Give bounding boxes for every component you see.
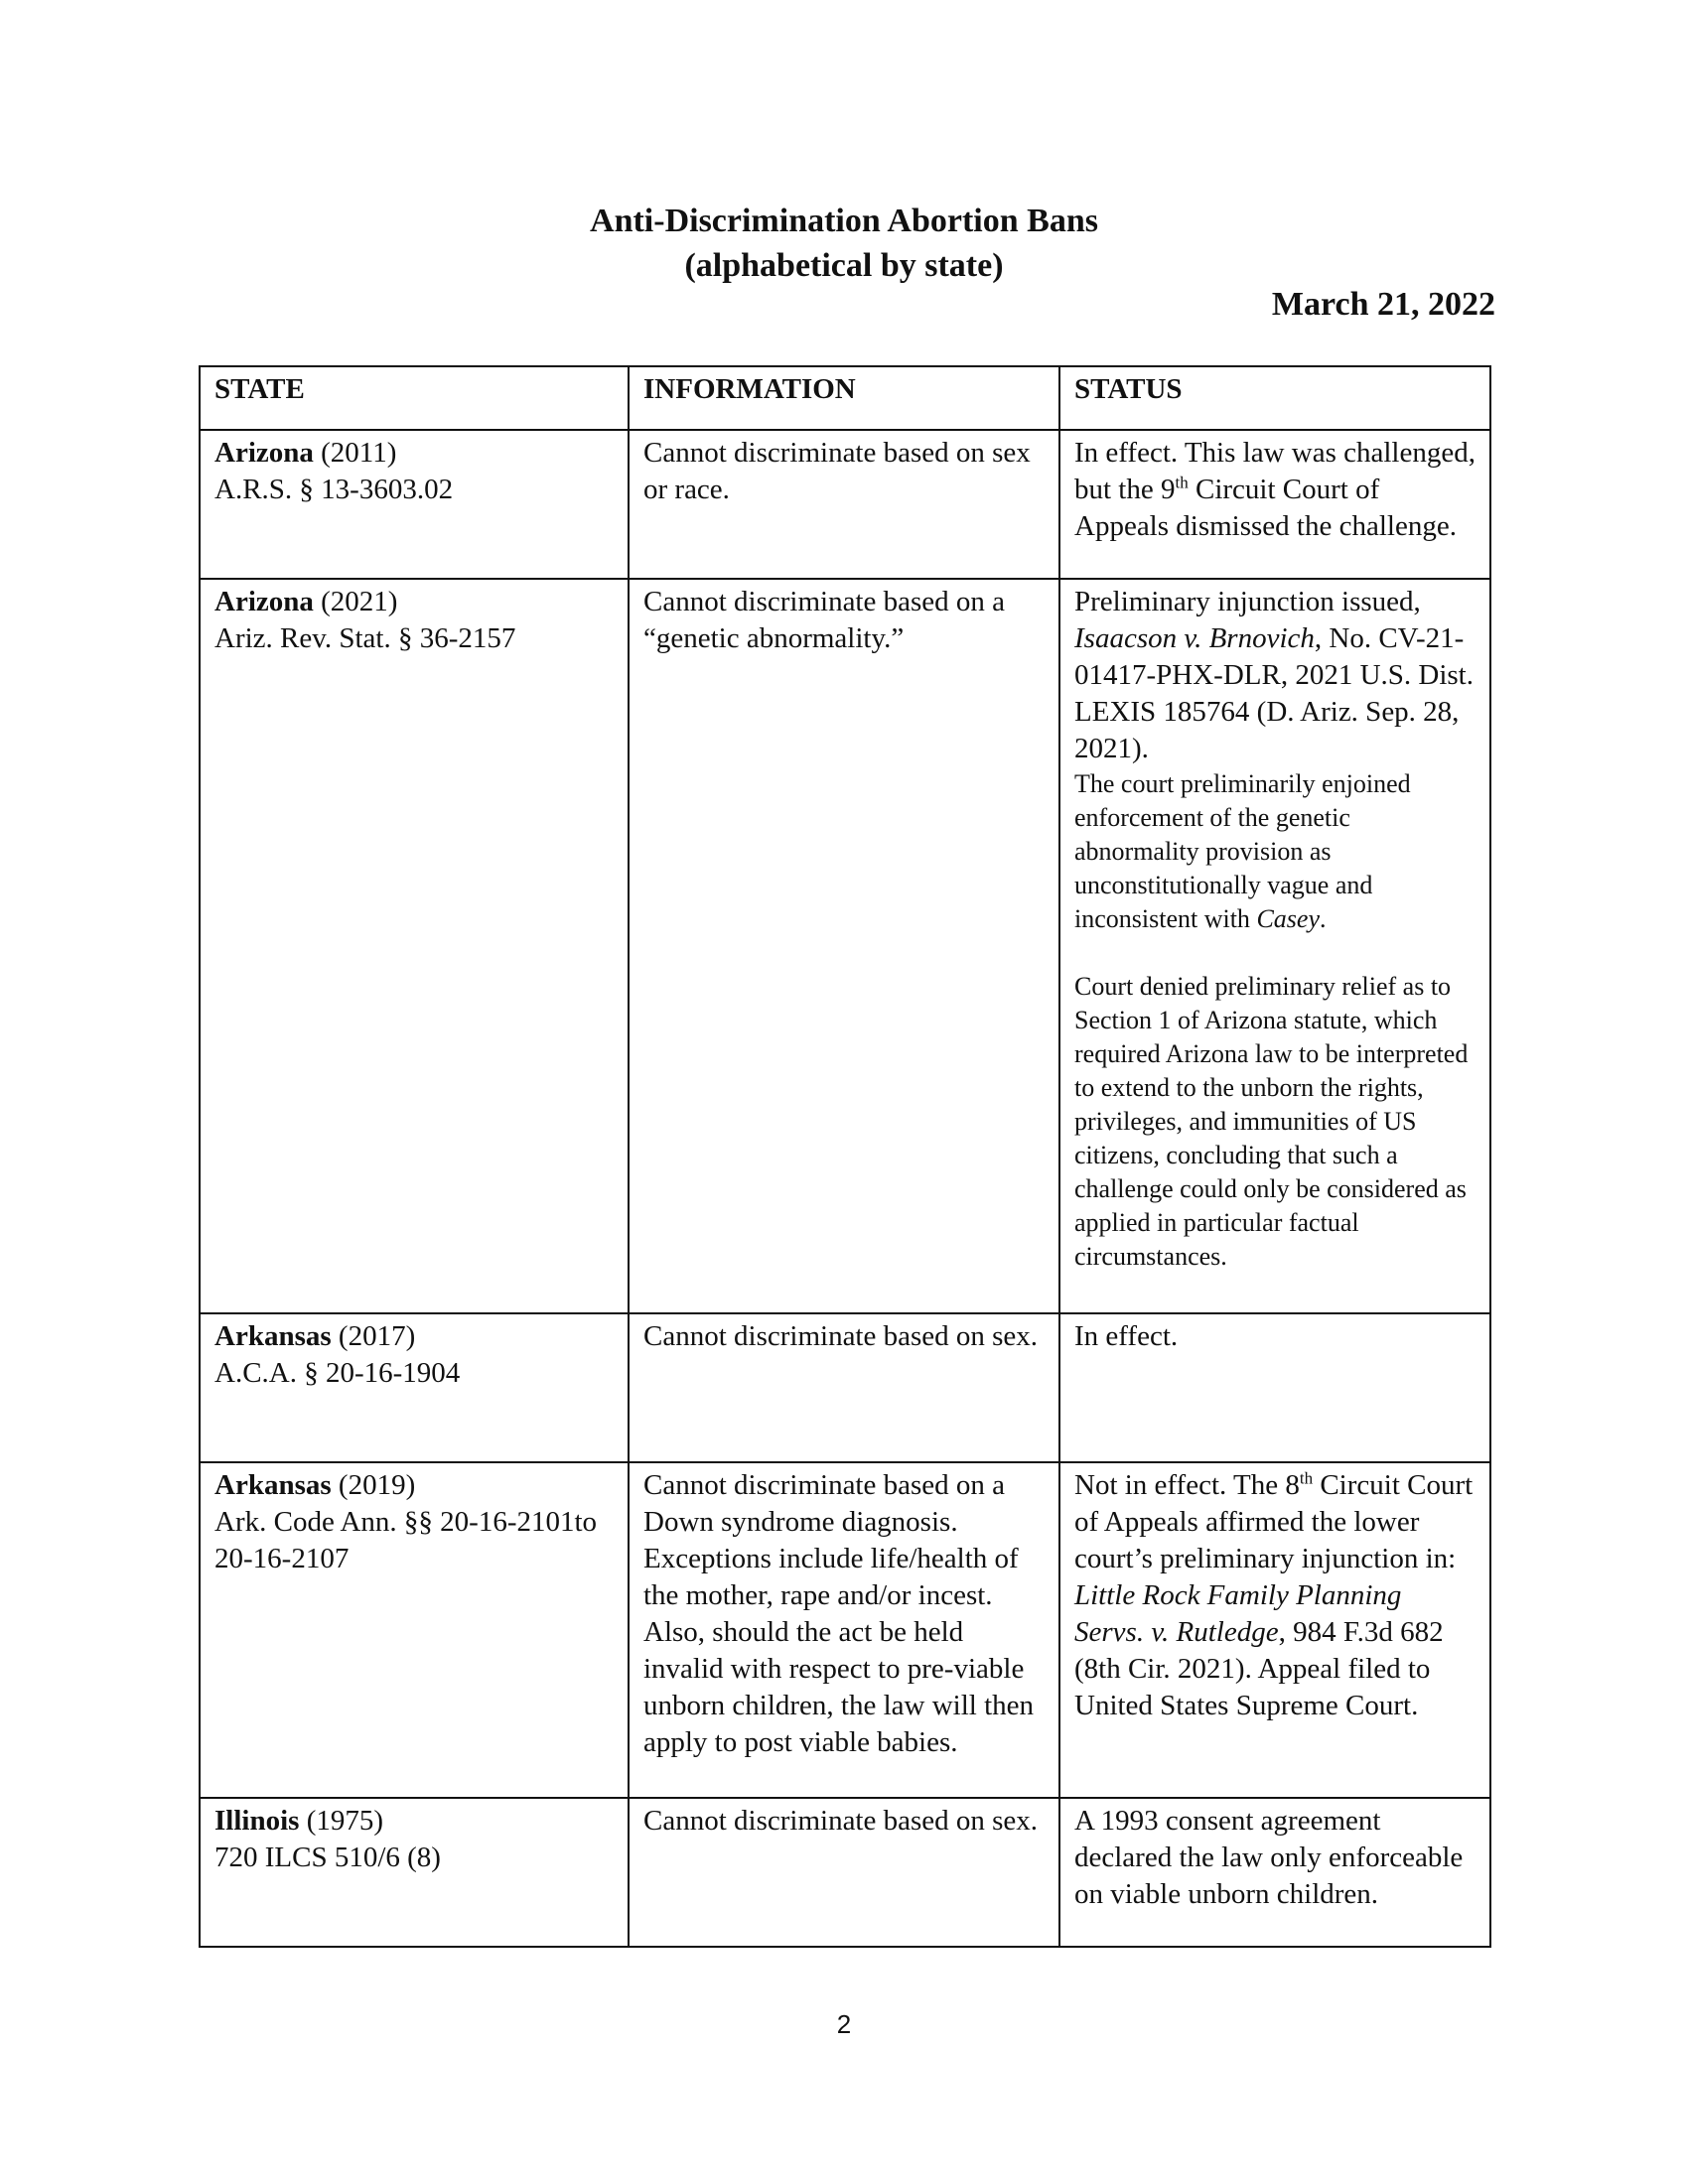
- state-citation: A.R.S. § 13-3603.02: [214, 474, 454, 505]
- status-cell: In effect. This law was challenged, but the 9th Circuit Court of Appeals dismissed the challenge.: [1059, 430, 1490, 579]
- state-year: (2017): [338, 1320, 416, 1352]
- header-status: STATUS: [1059, 366, 1490, 430]
- information-cell: Cannot discriminate based on sex.: [629, 1313, 1059, 1462]
- status-paragraph-3: Court denied preliminary relief as to Section 1 of Arizona statute, which required Arizona law to be interpreted to extend to the unborn the rights, privileges, and immunities of US citizens, concluding that such a challenge could only be considered as applied in particular factual circumstances.: [1074, 972, 1469, 1271]
- state-name: Illinois: [214, 1805, 300, 1837]
- state-citation: Ark. Code Ann. §§ 20-16-2101to 20-16-2107: [214, 1506, 598, 1574]
- state-year: (1975): [306, 1805, 384, 1837]
- status-cell: In effect.: [1059, 1313, 1490, 1462]
- state-citation: 720 ILCS 510/6 (8): [214, 1842, 441, 1873]
- document-title: Anti-Discrimination Abortion Bans: [590, 203, 1098, 239]
- information-cell: Cannot discriminate based on a “genetic abnormality.”: [629, 579, 1059, 1313]
- header-state: STATE: [200, 366, 629, 430]
- status-cell: A 1993 consent agreement declared the law only enforceable on viable unborn children.: [1059, 1798, 1490, 1947]
- information-cell: Cannot discriminate based on sex.: [629, 1798, 1059, 1947]
- page-number: 2: [836, 2009, 852, 2039]
- state-name: Arizona: [214, 586, 314, 617]
- state-cell: [200, 1313, 629, 1462]
- information-cell: Cannot discriminate based on sex or race.: [629, 430, 1059, 579]
- state-cell: [200, 1798, 629, 1947]
- state-citation: Ariz. Rev. Stat. § 36-2157: [214, 622, 516, 654]
- document-date: March 21, 2022: [1271, 286, 1495, 323]
- table-row: [200, 1798, 1490, 1947]
- state-name: Arkansas: [214, 1469, 332, 1501]
- table-row: [200, 1313, 1490, 1462]
- status-cell: [1059, 579, 1490, 1313]
- state-year: (2021): [321, 586, 398, 617]
- table-row: [200, 430, 1490, 579]
- status-paragraph-2: The court preliminarily enjoined enforcement of the genetic abnormality provision as unconstitutionally vague and inconsistent with Casey.: [1074, 769, 1411, 933]
- state-name: Arizona: [214, 437, 314, 469]
- state-cell: [200, 579, 629, 1313]
- bans-table: [199, 365, 1491, 1948]
- state-cell: [200, 430, 629, 579]
- state-cell: [200, 1462, 629, 1798]
- table-header-row: [200, 366, 1490, 430]
- information-cell: Cannot discriminate based on a Down syndrome diagnosis. Exceptions include life/health of the mother, rape and/or incest. Also, should the act be held invalid with respect to pre-viable unborn children, the law will then apply to post viable babies.: [629, 1462, 1059, 1798]
- state-name: Arkansas: [214, 1320, 332, 1352]
- status-paragraph-1: Preliminary injunction issued, Isaacson v. Brnovich, No. CV-21-01417-PHX-DLR, 2021 U.S. Dist. LEXIS 185764 (D. Ariz. Sep. 28, 2021).: [1074, 586, 1474, 764]
- table-row: [200, 579, 1490, 1313]
- header-information: INFORMATION: [629, 366, 1059, 430]
- status-cell: Not in effect. The 8th Circuit Court of Appeals affirmed the lower court’s preliminary injunction in: Little Rock Family Planning Servs. v. Rutledge, 984 F.3d 682 (8th Cir. 2021). Appeal filed to United States Supreme Court.: [1059, 1462, 1490, 1798]
- document-subtitle: (alphabetical by state): [684, 247, 1004, 284]
- state-citation: A.C.A. § 20-16-1904: [214, 1357, 461, 1389]
- state-year: (2019): [338, 1469, 416, 1501]
- table-row: [200, 1462, 1490, 1798]
- state-year: (2011): [321, 437, 397, 469]
